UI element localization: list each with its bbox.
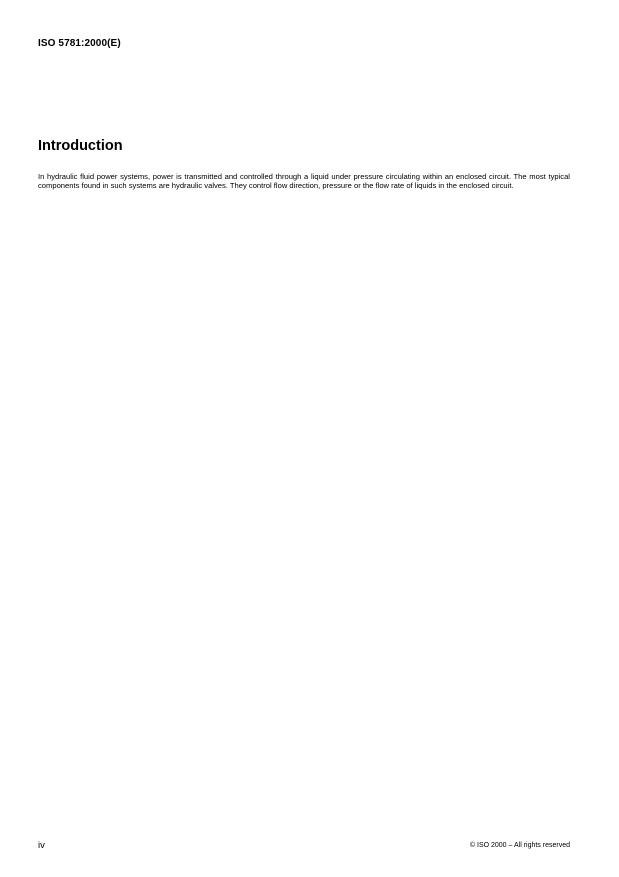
page-number: iv bbox=[38, 840, 45, 851]
footer-copyright: © ISO 2000 – All rights reserved bbox=[469, 842, 570, 849]
document-header-id: ISO 5781:2000(E) bbox=[38, 38, 121, 49]
introduction-paragraph: In hydraulic fluid power systems, power is transmitted and controlled through a liquid under pressure circulating within an enclosed circuit. The most typical components found in such systems are hydraulic valves. They control flow direction, pressure or the flow rate of liquids in the enclosed circuit. bbox=[38, 172, 570, 191]
section-title-introduction: Introduction bbox=[38, 138, 123, 154]
